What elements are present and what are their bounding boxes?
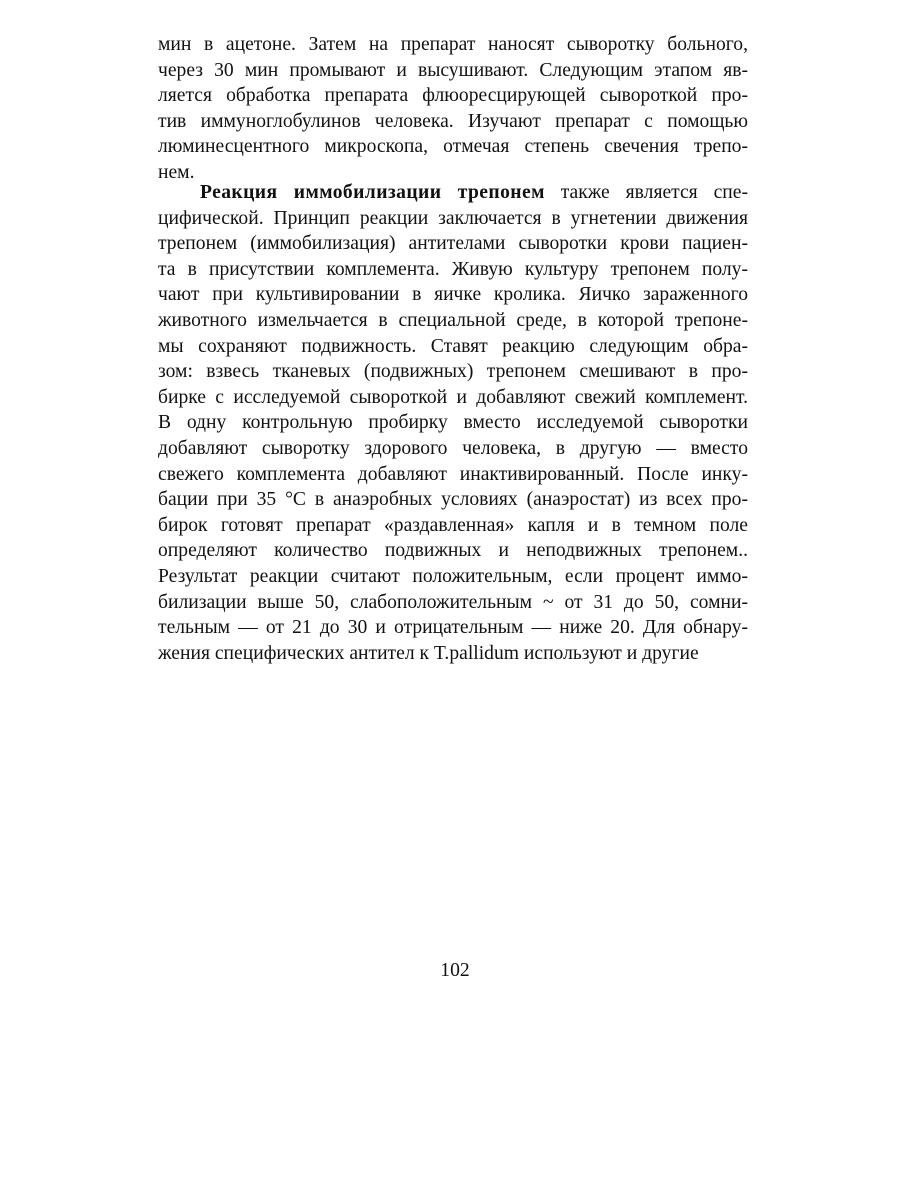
text-line-first [158,180,748,206]
text-line: трепонем (иммобилизация) антителами сыворотки крови пациен- [158,233,748,255]
section-heading: Реакция иммобилизации трепонем [200,182,545,203]
text-line: та в присутствии комплемента. Живую культуру трепонем полу- [158,258,748,280]
text-line: Результат реакции считают положительным, если процент иммо- [158,565,748,587]
text-line: бации при 35 °С в анаэробных условиях (анаэростат) из всех про- [158,489,748,511]
text-line: определяют количество подвижных и неподвижных трепонем.. [158,540,748,562]
text-line: бирке с исследуемой сывороткой и добавляют свежий комплемент. [158,386,748,408]
text-line: люминесцентного микроскопа, отмечая степень свечения трепо- [158,136,748,158]
text-line: добавляют сыворотку здорового человека, в другую — вместо [158,437,748,459]
text-line: мин в ацетоне. Затем на препарат наносят сыворотку больного, [158,34,748,55]
text-line: зом: взвесь тканевых (подвижных) трепонем смешивают в про- [158,361,748,383]
text-line: мы сохраняют подвижность. Ставят реакцию следующим обра- [158,335,748,357]
text-line: билизации выше 50, слабоположительным ~ от 31 до 50, сомни- [158,591,748,613]
text-line: тив иммуноглобулинов человека. Изучают препарат с помощью [158,110,748,132]
text-line: нем. [158,161,195,183]
text-line: свежего комплемента добавляют инактивированный. После инку- [158,463,748,485]
paragraph-immobilization [158,180,748,666]
heading-continuation: также является спе- [544,182,748,203]
text-line: жения специфических антител к T.pallidum используют и другие [158,642,699,664]
text-line: тельным — от 21 до 30 и отрицательным — ниже 20. Для обнару- [158,617,748,639]
page-number: 102 [440,960,470,981]
text-line: животного измельчается в специальной среде, в которой трепоне- [158,309,748,331]
text-line: цифической. Принцип реакции заключается в угнетении движения [158,207,748,229]
text-line: ляется обработка препарата флюоресцирующей сывороткой про- [158,85,748,107]
text-line: бирок готовят препарат «раздавленная» капля и в темном поле [158,514,748,536]
text-line: чают при культивировании в яичке кролика. Яичко зараженного [158,284,748,306]
paragraph-immunofluorescence [158,32,748,186]
text-line: через 30 мин промывают и высушивают. Следующим этапом яв- [158,59,748,81]
text-line: В одну контрольную пробирку вместо исследуемой сыворотки [158,412,748,434]
